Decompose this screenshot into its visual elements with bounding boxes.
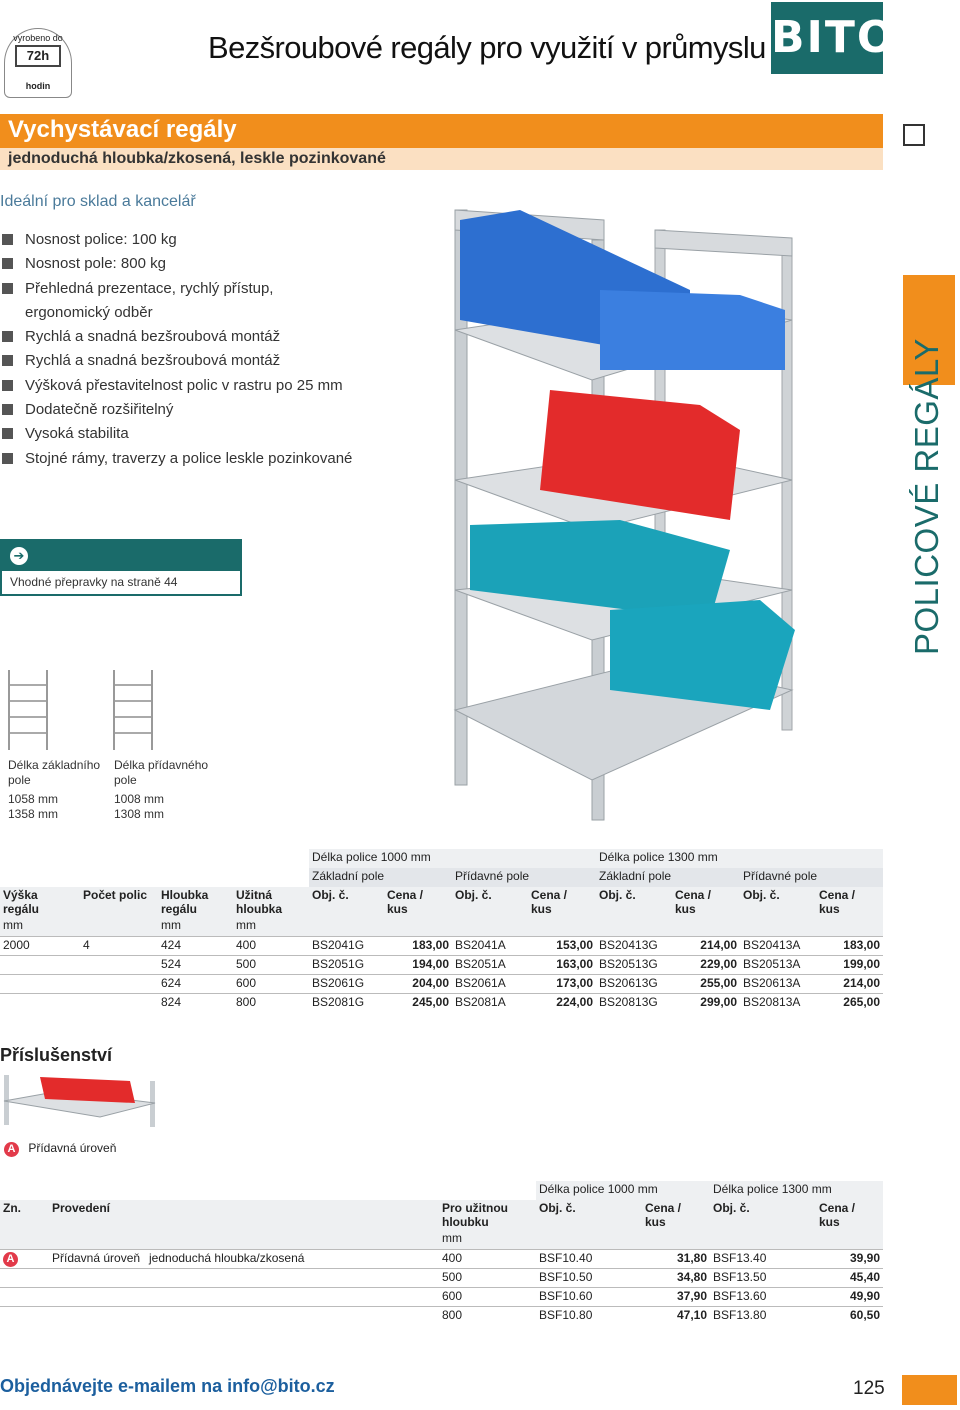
checkbox[interactable] — [903, 124, 925, 146]
feature-item: Nosnost pole: 800 kg — [0, 252, 352, 276]
table-cell: 173,00 — [528, 974, 596, 993]
table-cell: BSF10.40 — [536, 1249, 642, 1268]
table-cell: BS20813A — [740, 993, 816, 1012]
accessory-a-label: Přídavná úroveň — [28, 1141, 117, 1155]
made-in-72h-badge — [4, 28, 72, 98]
base-length-label: Délka základního — [8, 758, 101, 772]
sub-header-extra: Přídavné pole — [452, 868, 596, 887]
table-cell — [49, 1306, 146, 1325]
table-cell: BSF10.50 — [536, 1268, 642, 1287]
unit-mm: mm — [0, 917, 80, 936]
group-header-1300: Délka police 1300 mm — [710, 1181, 883, 1200]
table-cell: 163,00 — [528, 955, 596, 974]
intro-text: Ideální pro sklad a kancelář — [0, 193, 196, 210]
table-cell: 31,80 — [642, 1249, 710, 1268]
table-cell — [80, 993, 158, 1012]
table-cell: 45,40 — [816, 1268, 883, 1287]
feature-item: Rychlá a snadná bezšroubová montáž — [0, 325, 352, 349]
table-cell: BS2041G — [309, 936, 384, 955]
table-row — [0, 993, 883, 1012]
badge-top-text: vyrobeno do — [13, 33, 63, 43]
col-obj: Obj. č. — [536, 1200, 642, 1230]
col-for: Pro užitnou hloubku — [439, 1200, 536, 1230]
table-cell: 245,00 — [384, 993, 452, 1012]
page-number: 125 — [853, 1378, 885, 1399]
footer-bar — [902, 1375, 957, 1405]
col-use: Užitná hloubka — [233, 887, 309, 917]
table-cell: BS20513A — [740, 955, 816, 974]
col-count: Počet polic — [80, 887, 158, 917]
table-cell: 214,00 — [816, 974, 883, 993]
side-label: POLICOVÉ REGÁLY — [908, 338, 945, 655]
table-cell: 199,00 — [816, 955, 883, 974]
table-cell — [0, 993, 80, 1012]
table-cell: 400 — [439, 1249, 536, 1268]
feature-item: Rychlá a snadná bezšroubová montáž — [0, 349, 352, 373]
info-box-header — [2, 541, 240, 571]
table-row — [0, 1287, 883, 1306]
unit-mm: mm — [158, 917, 233, 936]
extra-length-value: 1308 mm — [114, 807, 165, 821]
footer-email[interactable]: Objednávejte e-mailem na info@bito.cz — [0, 1376, 335, 1396]
table-cell: 194,00 — [384, 955, 452, 974]
badge-value: 72h — [15, 45, 61, 67]
table-cell — [0, 1287, 49, 1306]
extra-length-value: 1008 mm — [114, 792, 165, 806]
unit-mm: mm — [233, 917, 309, 936]
col-price: Cena / kus — [816, 1200, 883, 1230]
table-cell: BS2061G — [309, 974, 384, 993]
table-cell: 224,00 — [528, 993, 596, 1012]
col-obj: Obj. č. — [309, 887, 384, 917]
table-cell: BS2061A — [452, 974, 528, 993]
table-row — [0, 936, 883, 955]
table-cell: Přídavná úroveň — [49, 1249, 146, 1268]
col-provedeni: Provedení — [49, 1200, 439, 1230]
table-cell: 4 — [80, 936, 158, 955]
table-cell: 183,00 — [384, 936, 452, 955]
table-cell: BS2081G — [309, 993, 384, 1012]
table-cell: 800 — [439, 1306, 536, 1325]
table-cell: 34,80 — [642, 1268, 710, 1287]
sub-header-base: Základní pole — [596, 868, 740, 887]
sub-header-extra: Přídavné pole — [740, 868, 883, 887]
table-cell: BS20513G — [596, 955, 672, 974]
table-cell: 229,00 — [672, 955, 740, 974]
table-cell: 265,00 — [816, 993, 883, 1012]
base-length-block — [8, 758, 100, 822]
extra-length-label: Délka přídavného — [114, 758, 209, 772]
table-cell: BSF10.60 — [536, 1287, 642, 1306]
table-cell: 624 — [158, 974, 233, 993]
table-row — [0, 955, 883, 974]
table-cell: BS20413A — [740, 936, 816, 955]
group-header-1300: Délka police 1300 mm — [596, 849, 883, 868]
table-cell: 2000 — [0, 936, 80, 955]
shelf-illustration — [440, 190, 805, 825]
table-row — [0, 1249, 883, 1268]
table-cell: BSF10.80 — [536, 1306, 642, 1325]
accessories-title: Příslušenství — [0, 1045, 113, 1065]
base-length-label2: pole — [8, 773, 31, 787]
feature-item: Dodatečně rozšiřitelný — [0, 398, 352, 422]
page-title: Bezšroubové regály pro využití v průmyslu — [208, 30, 766, 65]
feature-item — [0, 277, 352, 326]
table-cell — [0, 1306, 49, 1325]
col-price: Cena / kus — [672, 887, 740, 917]
bito-logo: BITO — [771, 2, 883, 74]
base-length-value: 1058 mm — [8, 792, 59, 806]
table-cell: 424 — [158, 936, 233, 955]
section-subtitle: jednoduchá hloubka/zkosená, leskle pozinkované — [8, 150, 386, 167]
table-cell: BS2051G — [309, 955, 384, 974]
table-cell: BSF13.50 — [710, 1268, 816, 1287]
col-obj: Obj. č. — [710, 1200, 816, 1230]
table-cell: 299,00 — [672, 993, 740, 1012]
col-obj: Obj. č. — [452, 887, 528, 917]
table-row — [0, 1306, 883, 1325]
table-cell: BS2041A — [452, 936, 528, 955]
section-title: Vychystávací regály — [8, 116, 237, 143]
col-price: Cena / kus — [528, 887, 596, 917]
table-cell: BSF13.40 — [710, 1249, 816, 1268]
feature-item: Výšková přestavitelnost polic v rastru po 25 mm — [0, 374, 352, 398]
table-row — [0, 974, 883, 993]
feature-line: Přehledná prezentace, rychlý přístup, — [25, 279, 274, 297]
table-cell — [0, 974, 80, 993]
table-cell: BS20613G — [596, 974, 672, 993]
table-cell: 153,00 — [528, 936, 596, 955]
feature-list — [0, 228, 352, 471]
extra-length-block — [114, 758, 208, 822]
arrow-right-icon: ➔ — [10, 547, 28, 565]
table-cell: 60,50 — [816, 1306, 883, 1325]
price-table — [0, 849, 883, 1012]
marker-a: A — [4, 1142, 19, 1157]
table-cell: 183,00 — [816, 936, 883, 955]
group-header-1000: Délka police 1000 mm — [536, 1181, 710, 1200]
table-cell: BS20813G — [596, 993, 672, 1012]
table-cell: 600 — [233, 974, 309, 993]
extra-frame-icon — [113, 670, 153, 750]
table-cell — [80, 974, 158, 993]
table-cell — [80, 955, 158, 974]
accessory-a — [4, 1141, 116, 1157]
table-row — [0, 1268, 883, 1287]
table-cell: 39,90 — [816, 1249, 883, 1268]
unit-mm: mm — [439, 1230, 536, 1249]
feature-item: Nosnost police: 100 kg — [0, 228, 352, 252]
table-cell — [0, 1249, 49, 1268]
col-price: Cena / kus — [642, 1200, 710, 1230]
marker-a: A — [3, 1252, 18, 1267]
col-price: Cena / kus — [384, 887, 452, 917]
feature-item: Vysoká stabilita — [0, 422, 352, 446]
base-length-value: 1358 mm — [8, 807, 59, 821]
col-zn: Zn. — [0, 1200, 49, 1230]
badge-bottom-text: hodin — [25, 81, 51, 91]
table-cell: 214,00 — [672, 936, 740, 955]
table-cell: 49,90 — [816, 1287, 883, 1306]
table-cell: jednoduchá hloubka/zkosená — [146, 1249, 439, 1268]
table-cell: BS20413G — [596, 936, 672, 955]
accessory-image — [0, 1073, 158, 1128]
table-cell: 255,00 — [672, 974, 740, 993]
table-cell — [146, 1287, 439, 1306]
table-cell: 204,00 — [384, 974, 452, 993]
table-cell: 600 — [439, 1287, 536, 1306]
col-height: Výška regálu — [0, 887, 80, 917]
table-cell: BS2051A — [452, 955, 528, 974]
info-box[interactable] — [0, 539, 242, 596]
table-cell: 500 — [233, 955, 309, 974]
table-cell — [146, 1268, 439, 1287]
table-cell: 524 — [158, 955, 233, 974]
feature-line: ergonomický odběr — [25, 303, 153, 321]
accessory-table — [0, 1181, 883, 1325]
info-box-text: Vhodné přepravky na straně 44 — [10, 575, 178, 589]
group-header-1000: Délka police 1000 mm — [309, 849, 596, 868]
table-cell — [49, 1287, 146, 1306]
table-cell — [0, 955, 80, 974]
table-cell — [49, 1268, 146, 1287]
extra-length-label2: pole — [114, 773, 137, 787]
table-cell: 500 — [439, 1268, 536, 1287]
col-obj: Obj. č. — [740, 887, 816, 917]
table-cell: 800 — [233, 993, 309, 1012]
table-cell — [0, 1268, 49, 1287]
col-price: Cena / kus — [816, 887, 883, 917]
table-cell: BSF13.80 — [710, 1306, 816, 1325]
col-obj: Obj. č. — [596, 887, 672, 917]
table-cell: 400 — [233, 936, 309, 955]
table-cell: 47,10 — [642, 1306, 710, 1325]
table-cell: 37,90 — [642, 1287, 710, 1306]
table-cell — [146, 1306, 439, 1325]
table-cell: BSF13.60 — [710, 1287, 816, 1306]
table-cell: 824 — [158, 993, 233, 1012]
table-cell: BS2081A — [452, 993, 528, 1012]
base-frame-icon — [8, 670, 48, 750]
col-depth: Hloubka regálu — [158, 887, 233, 917]
feature-item: Stojné rámy, traverzy a police leskle pozinkované — [0, 447, 352, 471]
table-cell: BS20613A — [740, 974, 816, 993]
sub-header-base: Základní pole — [309, 868, 452, 887]
